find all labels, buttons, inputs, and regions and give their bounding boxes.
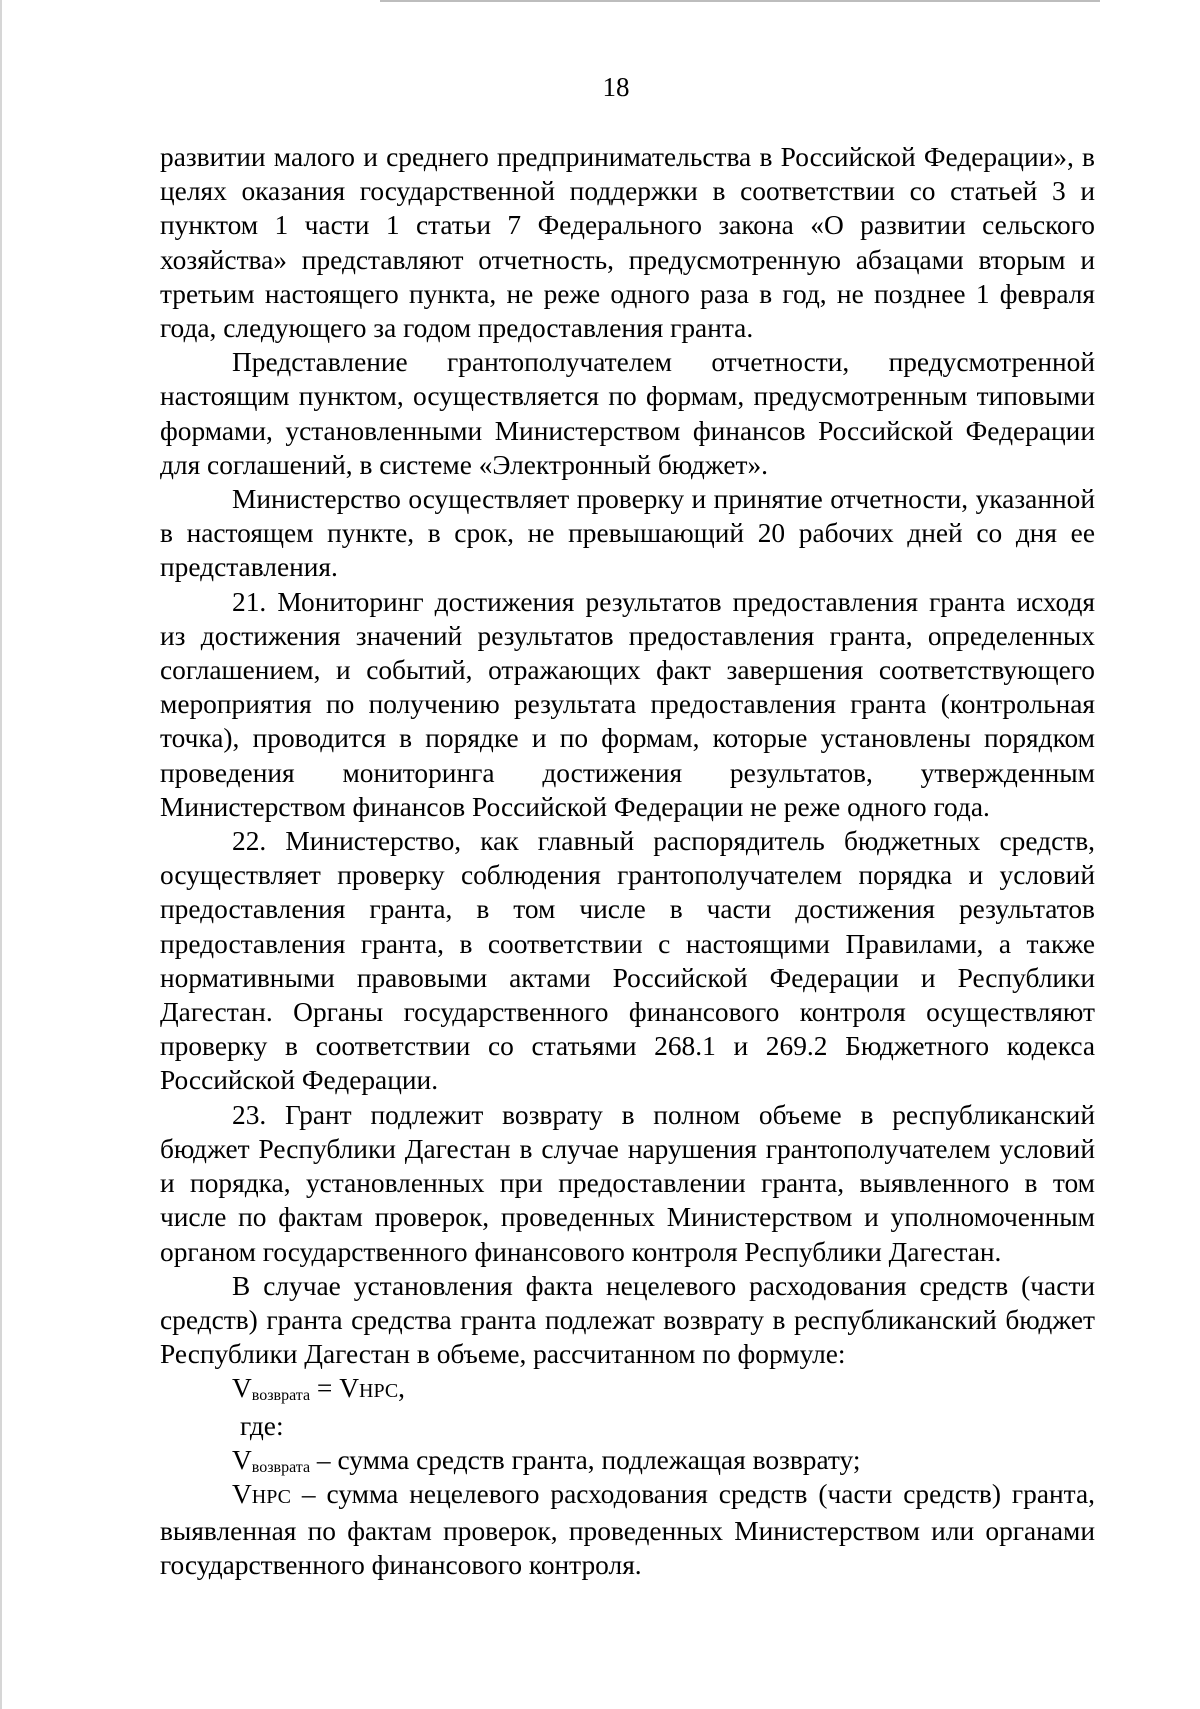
paragraph-continuation: развитии малого и среднего предпринимательства в Российской Федерации», в целях оказания государственной поддержки в соответствии со статьей 3 и пунктом 1 части 1 статьи 7 Федерального закона «О развитии сельского хозяйства» представляют отчетность, предусмотренную абзацами вторым и третьим настоящего пункта, не реже одного раза в год, не позднее 1 февраля года, следующего за годом предоставления гранта. (160, 142, 1095, 344)
formula-v-nrs: V (339, 1373, 360, 1404)
return-formula (160, 1371, 1095, 1408)
paragraph-misuse-return: В случае установления факта нецелевого расходования средств (части средств) гранта средства гранта подлежат возврату в республиканский бюджет Республики Дагестан в объеме, рассчитанном по формуле: (160, 1270, 1095, 1370)
paragraph-reporting-forms: Представление грантополучателем отчетности, предусмотренной настоящим пунктом, осуществляется по формам, предусмотренным типовыми формами, установленными Министерством финансов Российской Федерации для соглашений, в системе «Электронный бюджет». (160, 347, 1095, 480)
def1-text: – сумма средств гранта, подлежащая возврату; (310, 1444, 861, 1475)
def1-v: V (232, 1444, 252, 1475)
where-label: где: (240, 1410, 284, 1441)
def2-sub: НРС (251, 1485, 291, 1508)
formula-sub-return: возврата (251, 1387, 311, 1405)
formula-sub-nrs: НРС (359, 1380, 399, 1403)
def2-text: – сумма нецелевого расходования средств (части средств) гранта, выявленная по фактам проверок, проведенных Министерством или органами государственного финансового контроля. (160, 1478, 1095, 1581)
definition-v-nrs (160, 1477, 1095, 1583)
paragraph-report-verification: Министерство осуществляет проверку и принятие отчетности, указанной в настоящем пункте, в срок, не превышающий 20 рабочих дней со дня ее представления. (160, 484, 1095, 583)
formula-v-return: V (232, 1373, 252, 1404)
scan-edge-top (380, 0, 1100, 2)
definition-v-return (160, 1443, 1095, 1477)
paragraph-22-compliance-check: 22. Министерство, как главный распорядитель бюджетных средств, осуществляет проверку соблюдения грантополучателем порядка и условий предоставления гранта, в том числе в части достижения результатов предоставления гранта, в соответствии с настоящими Правилами, а также нормативными правовыми актами Российской Федерации и Республики Дагестан. Органы государственного финансового контроля осуществляют проверку в соответствии со статьями 268.1 и 269.2 Бюджетного кодекса Российской Федерации. (160, 826, 1095, 1096)
scan-edge-left (0, 0, 2, 1709)
def1-sub: возврата (251, 1458, 311, 1476)
formula-equals: = (310, 1373, 340, 1404)
document-body (160, 140, 1095, 1583)
paragraph-21-monitoring: 21. Мониторинг достижения результатов предоставления гранта исходя из достижения значений результатов предоставления гранта, определенных соглашением, и событий, отражающих факт завершения соответствующего мероприятия по получению результата предоставления гранта (контрольная точка), проводится в порядке и по формам, которые установлены порядком проведения мониторинга достижения результатов, утвержденным Министерством финансов Российской Федерации не реже одного года. (160, 586, 1095, 822)
paragraph-23-grant-return: 23. Грант подлежит возврату в полном объеме в республиканский бюджет Республики Дагестан в случае нарушения грантополучателем условий и порядка, установленных при предоставлении гранта, выявленного в том числе по фактам проверок, проведенных Министерством и уполномоченным органом государственного финансового контроля Республики Дагестан. (160, 1099, 1095, 1267)
formula-tail: , (398, 1373, 406, 1404)
def2-v: V (232, 1478, 252, 1509)
page-number: 18 (602, 72, 630, 102)
